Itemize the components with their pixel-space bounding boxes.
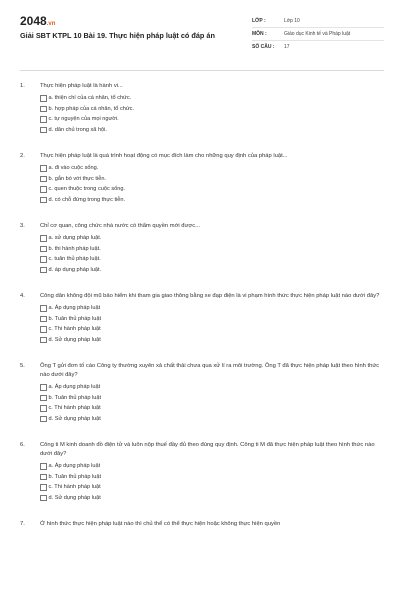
option-label: c. tự nguyện của mọi người. (48, 116, 119, 123)
answer-option[interactable] (40, 244, 380, 255)
meta-value: 17 (284, 44, 290, 50)
logo-text: 2048 (20, 14, 47, 28)
question-item (20, 152, 380, 205)
answer-option[interactable] (40, 114, 380, 125)
question-text: Chỉ cơ quan, công chức nhà nước có thẩm quyền mới được... (40, 223, 200, 229)
answer-option[interactable] (40, 125, 380, 136)
question-item (20, 82, 380, 135)
checkbox-icon[interactable] (40, 305, 47, 312)
answer-option[interactable] (40, 174, 380, 185)
answer-option[interactable] (40, 254, 380, 265)
answer-option[interactable] (40, 93, 380, 104)
header-divider (20, 70, 384, 71)
answer-option[interactable] (40, 482, 380, 493)
checkbox-icon[interactable] (40, 116, 47, 123)
question-item (20, 520, 380, 529)
option-label: d. có chỗ đứng trong thực tiễn. (48, 196, 126, 203)
checkbox-icon[interactable] (40, 337, 47, 344)
question-item (20, 362, 380, 424)
option-list (40, 461, 380, 503)
checkbox-icon[interactable] (40, 316, 47, 323)
page-header (0, 0, 400, 62)
checkbox-icon[interactable] (40, 463, 47, 470)
checkbox-icon[interactable] (40, 267, 47, 274)
question-text: Ông T gửi đơn tố cáo Công ty thường xuyên xả chất thải chưa qua xử lí ra môi trường. Ông T đã thực hiện pháp luật theo hình thức nào dưới đây? (40, 363, 380, 378)
question-line (20, 82, 380, 91)
answer-option[interactable] (40, 382, 380, 393)
checkbox-icon[interactable] (40, 165, 47, 172)
answer-option[interactable] (40, 265, 380, 276)
option-label: d. Sử dụng pháp luật (48, 415, 101, 422)
question-text: Thực hiện pháp luật là quá trình hoạt động có mục đích làm cho những quy định của pháp luật... (40, 153, 288, 159)
option-label: b. gắn bó với thực tiễn. (48, 175, 106, 182)
option-label: b. thi hành pháp luật. (48, 245, 101, 252)
checkbox-icon[interactable] (40, 106, 47, 113)
answer-option[interactable] (40, 314, 380, 325)
meta-info (252, 15, 384, 53)
answer-option[interactable] (40, 303, 380, 314)
question-text: Công ti M kinh doanh đồ điện tử và luôn nộp thuế đầy đủ theo đúng quy định. Công ti M đã thực hiện pháp luật theo hình thức nào dưới đây? (40, 442, 375, 457)
question-line (20, 152, 380, 161)
checkbox-icon[interactable] (40, 395, 47, 402)
answer-option[interactable] (40, 414, 380, 425)
meta-label: LỚP : (252, 18, 266, 24)
option-list (40, 93, 380, 135)
site-logo[interactable] (20, 14, 55, 28)
option-label: b. hợp pháp của cá nhân, tổ chức. (48, 105, 134, 112)
question-line (20, 441, 380, 459)
question-number: 5. (20, 363, 25, 369)
question-number: 1. (20, 83, 25, 89)
option-label: c. Thi hành pháp luật (48, 326, 101, 333)
checkbox-icon[interactable] (40, 416, 47, 423)
checkbox-icon[interactable] (40, 246, 47, 253)
question-text: Công dân không đội mũ bảo hiểm khi tham gia giao thông bằng xe đạp điện là vi phạm hình thức thực hiện pháp luật nào dưới đây? (40, 293, 380, 299)
answer-option[interactable] (40, 335, 380, 346)
question-number: 2. (20, 153, 25, 159)
option-list (40, 233, 380, 275)
option-label: d. Sử dụng pháp luật (48, 494, 101, 501)
question-number: 4. (20, 293, 25, 299)
page-title: Giải SBT KTPL 10 Bài 19. Thực hiện pháp luật có đáp án (20, 31, 215, 40)
checkbox-icon[interactable] (40, 186, 47, 193)
checkbox-icon[interactable] (40, 384, 47, 391)
answer-option[interactable] (40, 104, 380, 115)
answer-option[interactable] (40, 393, 380, 404)
checkbox-icon[interactable] (40, 484, 47, 491)
option-label: b. Tuân thủ pháp luật (48, 473, 102, 480)
answer-option[interactable] (40, 461, 380, 472)
question-list (20, 82, 380, 546)
option-label: c. quen thuộc trong cuộc sống. (48, 186, 125, 193)
checkbox-icon[interactable] (40, 326, 47, 333)
question-line (20, 362, 380, 380)
question-item (20, 222, 380, 275)
question-text: Thực hiện pháp luật là hành vi... (40, 83, 123, 89)
meta-row-subject (252, 28, 384, 41)
answer-option[interactable] (40, 403, 380, 414)
option-label: a. thiện chí của cá nhân, tổ chức. (48, 95, 132, 102)
answer-option[interactable] (40, 233, 380, 244)
answer-option[interactable] (40, 472, 380, 483)
checkbox-icon[interactable] (40, 405, 47, 412)
question-item (20, 292, 380, 345)
checkbox-icon[interactable] (40, 256, 47, 263)
option-label: a. đi vào cuộc sống. (48, 165, 99, 172)
meta-value: Giáo dục Kinh tế và Pháp luật (284, 31, 351, 37)
option-label: d. Sử dụng pháp luật (48, 336, 101, 343)
question-number: 3. (20, 223, 25, 229)
option-label: a. Áp dụng pháp luật (48, 384, 101, 391)
meta-row-count (252, 41, 384, 53)
option-label: d. dân chủ trong xã hội. (48, 126, 107, 133)
checkbox-icon[interactable] (40, 176, 47, 183)
question-number: 6. (20, 442, 25, 448)
checkbox-icon[interactable] (40, 474, 47, 481)
option-label: b. Tuân thủ pháp luật (48, 394, 102, 401)
question-number: 7. (20, 521, 25, 527)
option-label: a. Áp dụng pháp luật (48, 305, 101, 312)
checkbox-icon[interactable] (40, 235, 47, 242)
question-line (20, 520, 380, 529)
answer-option[interactable] (40, 324, 380, 335)
answer-option[interactable] (40, 493, 380, 504)
checkbox-icon[interactable] (40, 127, 47, 134)
option-label: a. Áp dụng pháp luật (48, 463, 101, 470)
option-list (40, 382, 380, 424)
option-list (40, 163, 380, 205)
option-label: a. sử dụng pháp luật. (48, 235, 102, 242)
meta-label: MÔN : (252, 31, 267, 37)
question-text: Ở hình thức thực hiện pháp luật nào thì chủ thể có thể thực hiện hoặc không thực hiện quyền (40, 521, 281, 527)
answer-option[interactable] (40, 184, 380, 195)
meta-label: SỐ CÂU : (252, 44, 275, 50)
option-label: b. Tuân thủ pháp luật (48, 315, 102, 322)
option-label: d. áp dụng pháp luật. (48, 266, 102, 273)
checkbox-icon[interactable] (40, 95, 47, 102)
checkbox-icon[interactable] (40, 197, 47, 204)
question-line (20, 222, 380, 231)
answer-option[interactable] (40, 163, 380, 174)
answer-option[interactable] (40, 195, 380, 206)
option-label: c. Thi hành pháp luật (48, 405, 101, 412)
question-item (20, 441, 380, 503)
option-list (40, 303, 380, 345)
meta-value: Lớp 10 (284, 18, 300, 24)
checkbox-icon[interactable] (40, 495, 47, 502)
option-label: c. Thi hành pháp luật (48, 484, 101, 491)
meta-row-grade (252, 15, 384, 28)
logo-tld: .vn (46, 21, 56, 27)
option-label: c. tuân thủ pháp luật. (48, 256, 101, 263)
question-line (20, 292, 380, 301)
